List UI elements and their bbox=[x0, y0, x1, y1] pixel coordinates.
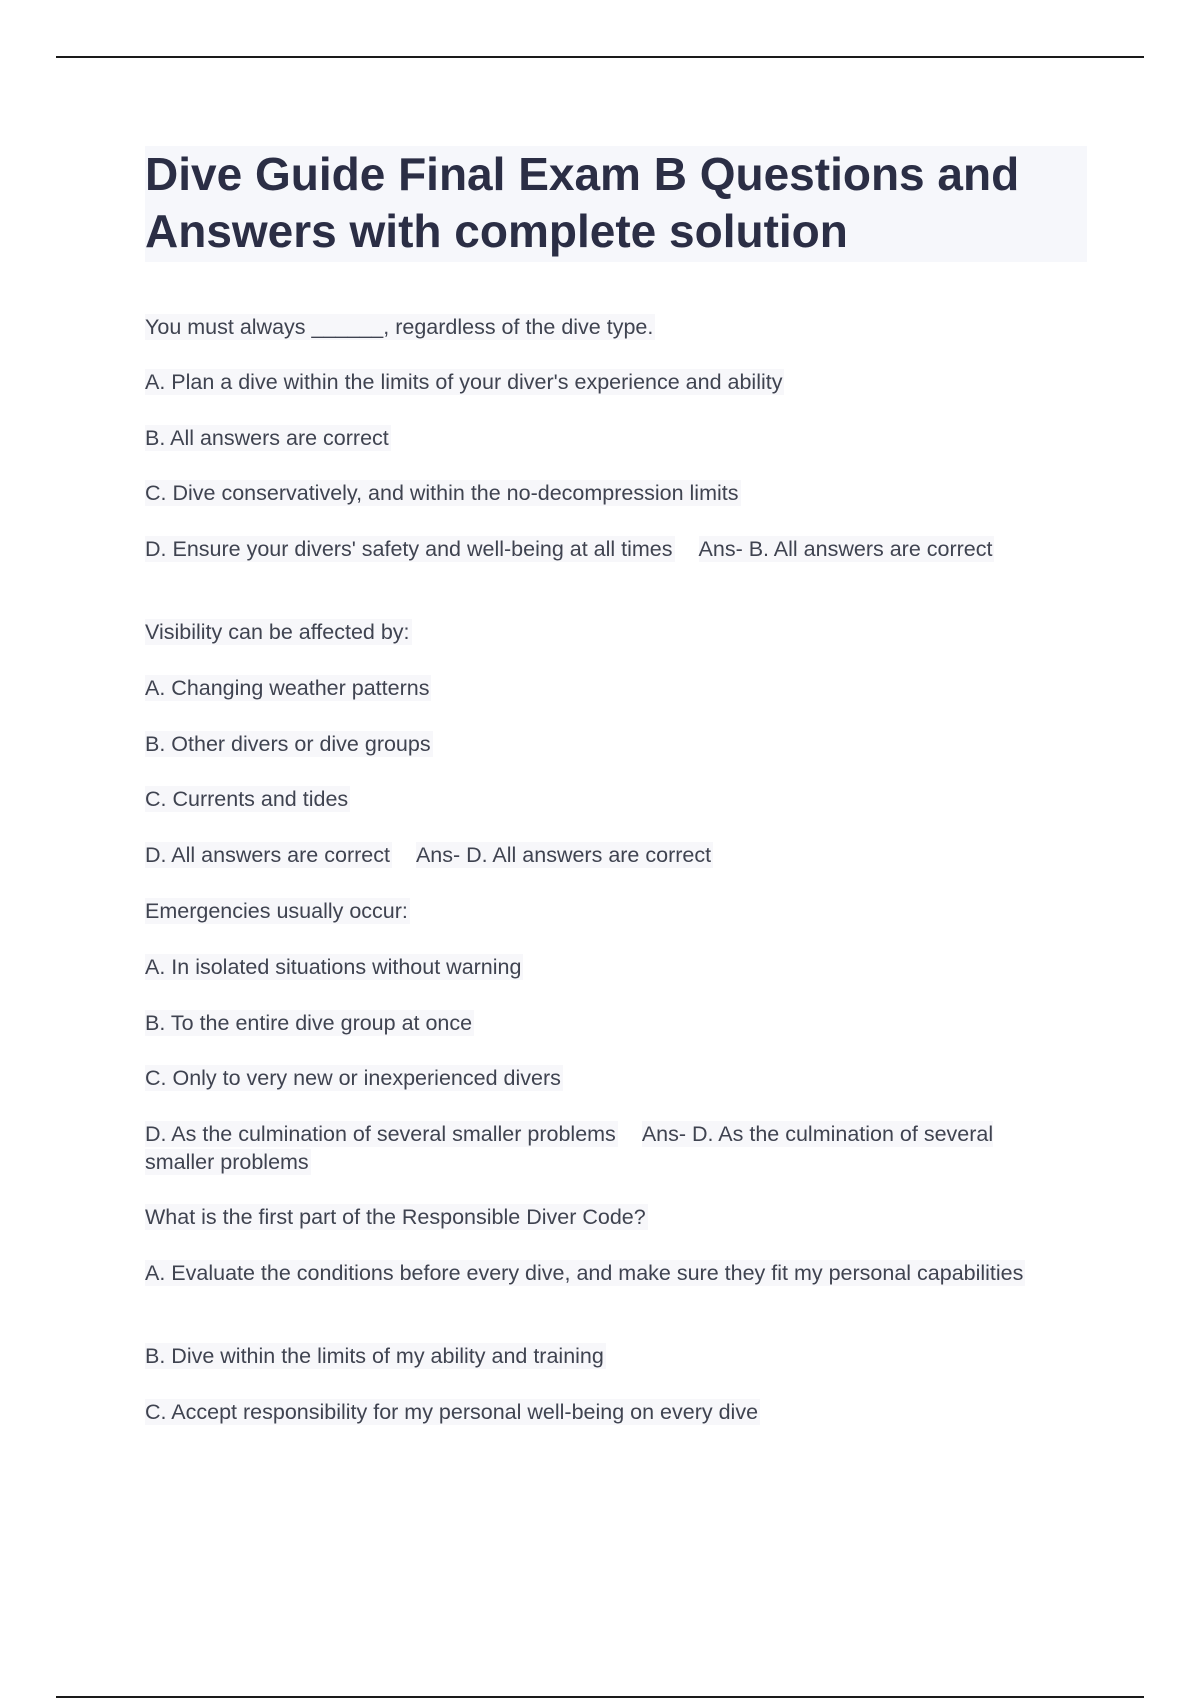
answer-option: D. All answers are correct Ans- D. All answers are correct bbox=[145, 843, 712, 867]
correct-answer: Ans- D. As the culmination of several smaller problems bbox=[145, 1122, 994, 1174]
answer-option: A. Plan a dive within the limits of your diver's experience and ability bbox=[145, 370, 783, 394]
answer-option: C. Accept responsibility for my personal well-being on every dive bbox=[145, 1400, 759, 1424]
answer-option: A. Changing weather patterns bbox=[145, 676, 430, 700]
correct-answer: Ans- B. All answers are correct bbox=[698, 537, 993, 561]
answer-option: A. In isolated situations without warning bbox=[145, 955, 522, 979]
question-prompt: Visibility can be affected by: bbox=[145, 620, 410, 644]
document-title: Dive Guide Final Exam B Questions and Answers with complete solution bbox=[145, 146, 1087, 262]
question-prompt: What is the first part of the Responsible Diver Code? bbox=[145, 1205, 646, 1229]
answer-option: B. Dive within the limits of my ability and training bbox=[145, 1344, 604, 1368]
answer-option: B. To the entire dive group at once bbox=[145, 1011, 473, 1035]
answer-option: C. Currents and tides bbox=[145, 787, 349, 811]
bottom-rule bbox=[56, 1696, 1144, 1698]
answer-option: C. Dive conservatively, and within the no-decompression limits bbox=[145, 481, 739, 505]
correct-answer: Ans- D. All answers are correct bbox=[415, 843, 712, 867]
answer-option: D. Ensure your divers' safety and well-being at all times Ans- B. All answers are correct bbox=[145, 537, 993, 561]
answer-option: A. Evaluate the conditions before every dive, and make sure they fit my personal capabilities bbox=[145, 1261, 1024, 1285]
answer-option: D. As the culmination of several smaller problems Ans- D. As the culmination of several smaller problems bbox=[145, 1122, 994, 1174]
answer-option: B. Other divers or dive groups bbox=[145, 732, 431, 756]
question-prompt: You must always ______, regardless of the dive type. bbox=[145, 315, 654, 339]
question-prompt: Emergencies usually occur: bbox=[145, 899, 408, 923]
answer-option: C. Only to very new or inexperienced divers bbox=[145, 1066, 561, 1090]
top-rule bbox=[56, 56, 1144, 58]
answer-option: B. All answers are correct bbox=[145, 426, 389, 450]
